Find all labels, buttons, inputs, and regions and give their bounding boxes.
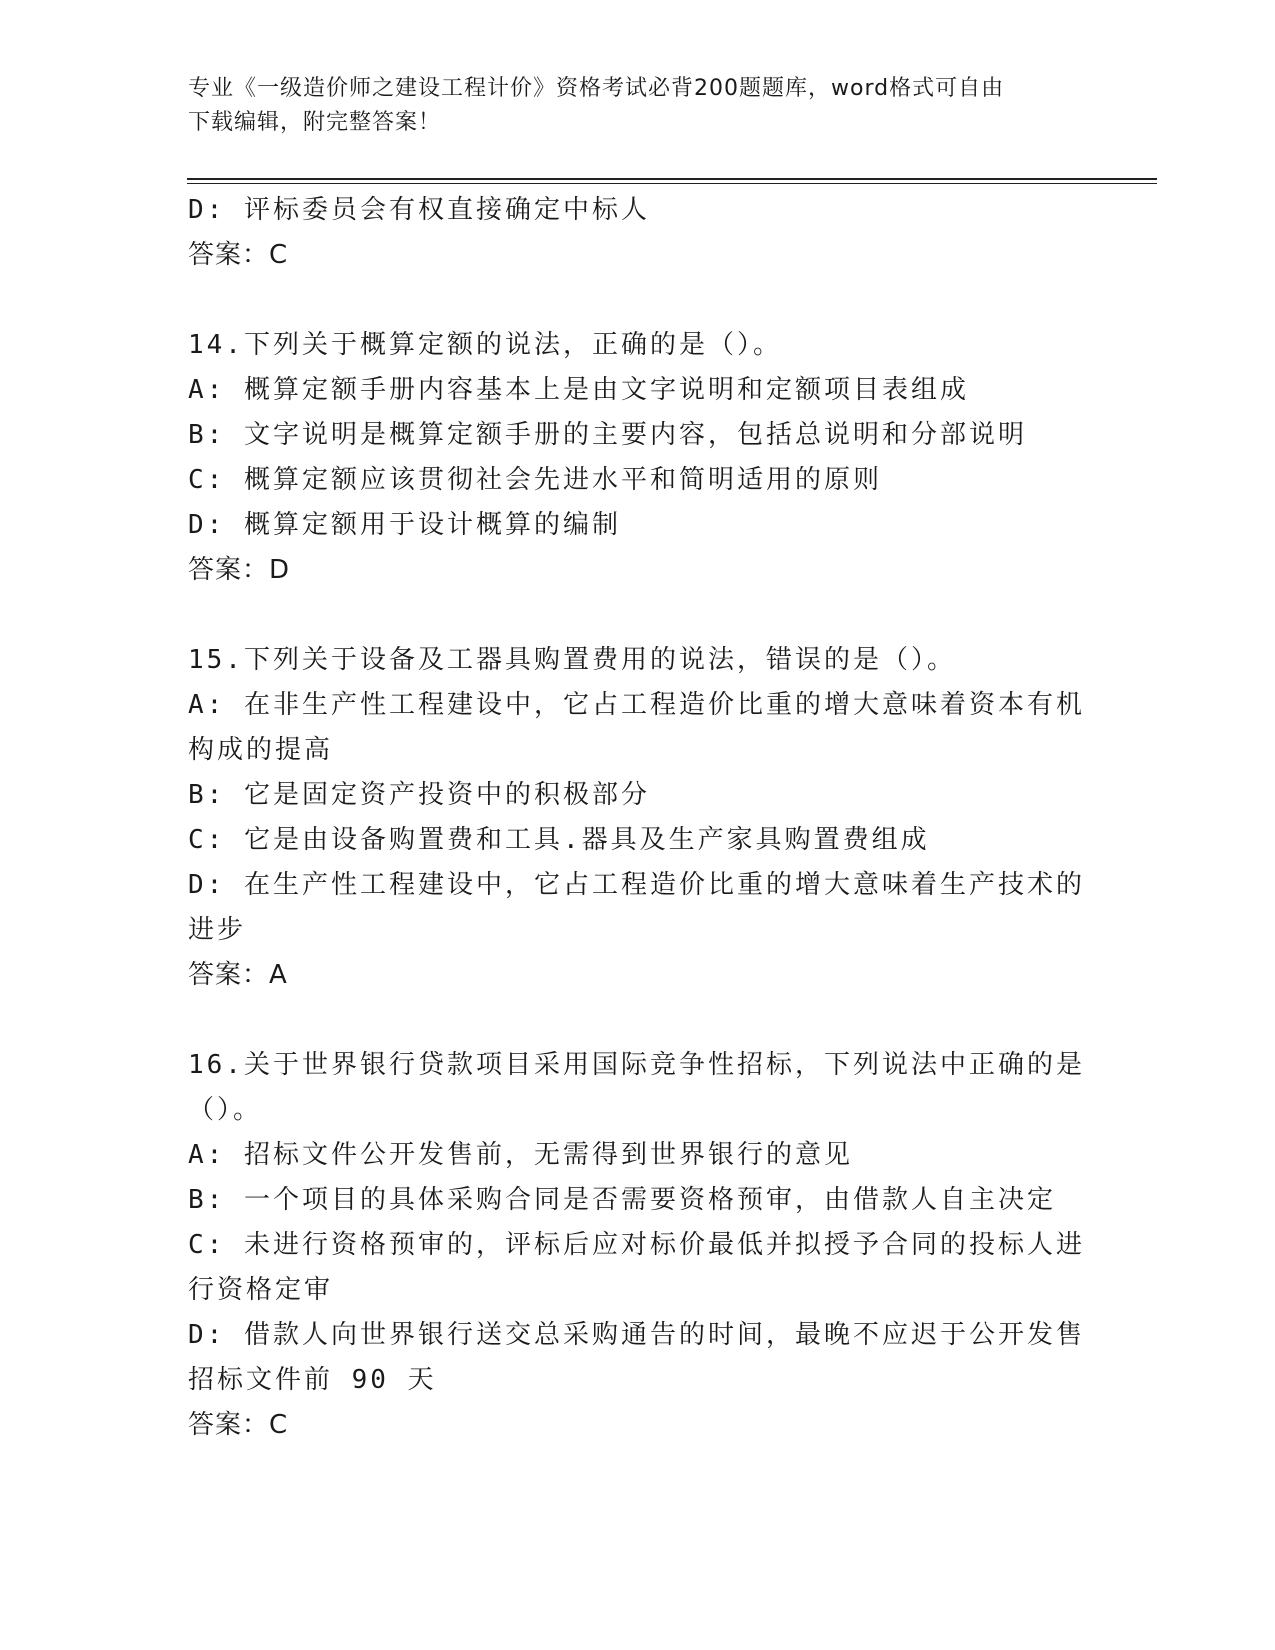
option-b: B: 一个项目的具体采购合同是否需要资格预审，由借款人自主决定 xyxy=(188,1185,1056,1215)
spacer xyxy=(188,278,1088,323)
spacer xyxy=(188,998,1088,1043)
option-d-line-1: D: 借款人向世界银行送交总采购通告的时间，最晚不应迟于公开发售 xyxy=(188,1320,1085,1350)
answer: 答案：D xyxy=(188,555,291,585)
spacer xyxy=(188,593,1088,638)
option-c-line-2: 行资格定审 xyxy=(188,1275,334,1305)
option-c: C: 它是由设备购置费和工具.器具及生产家具购置费组成 xyxy=(188,825,930,855)
question-list xyxy=(188,188,1088,1448)
option-d: D: 概算定额用于设计概算的编制 xyxy=(188,510,621,540)
option-a-line-1: A: 在非生产性工程建设中，它占工程造价比重的增大意味着资本有机 xyxy=(188,690,1085,720)
option-a-line-2: 构成的提高 xyxy=(188,735,334,765)
option-d-line-2: 进步 xyxy=(188,915,247,945)
header-divider-thin xyxy=(187,183,1157,184)
header-title-line-1: 专业《一级造价师之建设工程计价》资格考试必背200题题库，word格式可自由 xyxy=(188,76,1005,101)
option-b: B: 文字说明是概算定额手册的主要内容，包括总说明和分部说明 xyxy=(188,420,1027,450)
option-d-line-2: 招标文件前 90 天 xyxy=(188,1365,437,1395)
answer: 答案：C xyxy=(188,240,289,270)
option-a: A: 招标文件公开发售前，无需得到世界银行的意见 xyxy=(188,1140,853,1170)
document-header xyxy=(188,72,1068,140)
question-stem-line-2: （）。 xyxy=(188,1095,263,1125)
question-stem: 14.下列关于概算定额的说法，正确的是（）。 xyxy=(188,330,782,360)
header-divider-thick xyxy=(187,178,1157,180)
header-title-line-2: 下载编辑，附完整答案！ xyxy=(188,110,442,135)
option-c: C: 概算定额应该贯彻社会先进水平和简明适用的原则 xyxy=(188,465,882,495)
answer: 答案：C xyxy=(188,1410,289,1440)
option-a: A: 概算定额手册内容基本上是由文字说明和定额项目表组成 xyxy=(188,375,969,405)
answer: 答案：A xyxy=(188,960,288,990)
option-d: D: 评标委员会有权直接确定中标人 xyxy=(188,195,650,225)
question-stem-line-1: 16.关于世界银行贷款项目采用国际竞争性招标，下列说法中正确的是 xyxy=(188,1050,1085,1080)
question-15 xyxy=(188,638,1088,998)
option-c-line-1: C: 未进行资格预审的，评标后应对标价最低并拟授予合同的投标人进 xyxy=(188,1230,1085,1260)
question-14 xyxy=(188,323,1088,593)
option-d-line-1: D: 在生产性工程建设中，它占工程造价比重的增大意味着生产技术的 xyxy=(188,870,1085,900)
question-16 xyxy=(188,1043,1088,1448)
question-stem: 15.下列关于设备及工器具购置费用的说法，错误的是（）。 xyxy=(188,645,956,675)
question-13-tail xyxy=(188,188,1088,278)
option-b: B: 它是固定资产投资中的积极部分 xyxy=(188,780,650,810)
